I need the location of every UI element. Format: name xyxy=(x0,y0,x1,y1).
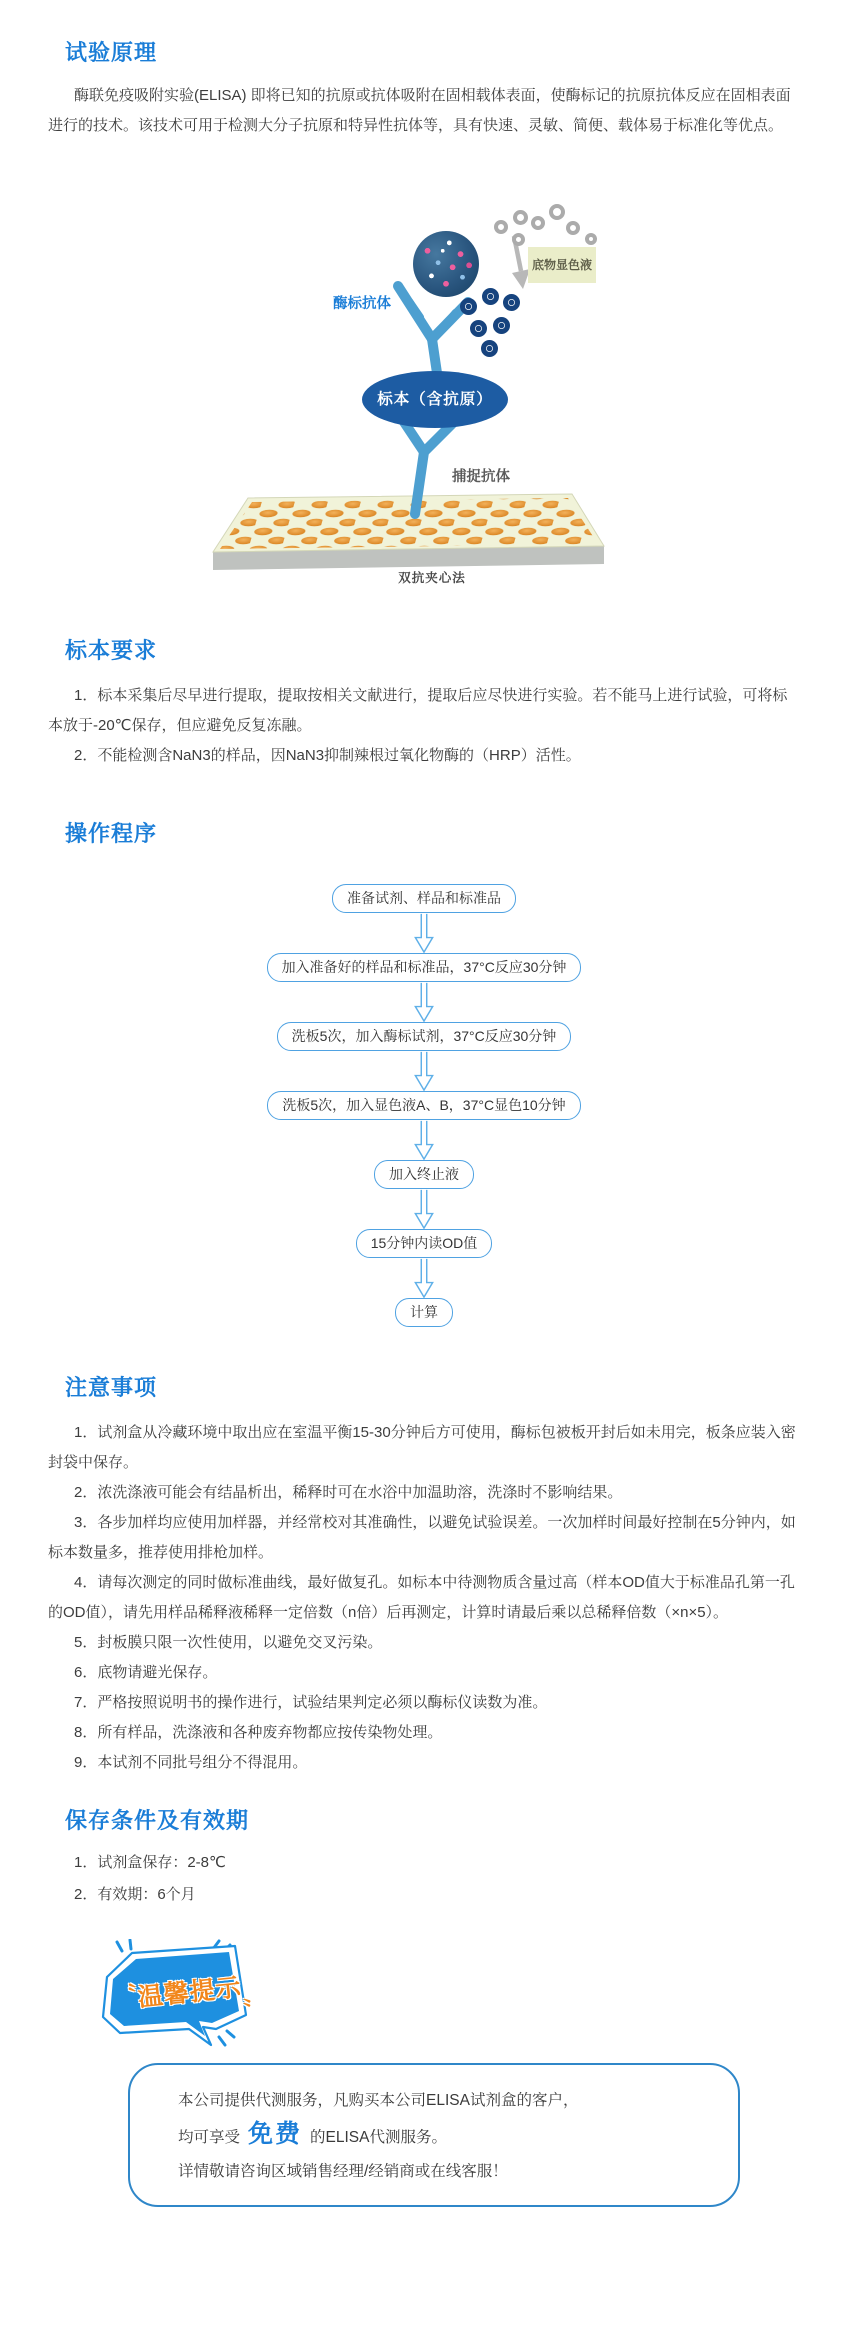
product-particle-icon xyxy=(493,317,510,334)
note-item: 7．严格按照说明书的操作进行，试验结果判定必须以酶标仪读数为准。 xyxy=(74,1694,548,1711)
storage-heading: 保存条件及有效期 xyxy=(65,1808,250,1833)
flow-arrow-down-icon xyxy=(413,1120,435,1160)
principle-paragraph: 酶联免疫吸附实验(ELISA) 即将已知的抗原或抗体吸附在固相载体表面，使酶标记的抗原抗体反应在固相表面进行的技术。该技术可用于检测大分子抗原和特异性抗体等，具有快速、灵敏、简便、载体易于标准化等优点。 xyxy=(48,87,791,134)
elisa-diagram xyxy=(0,149,864,594)
note-item: 5．封板膜只限一次性使用，以避免交叉污染。 xyxy=(74,1634,383,1651)
substrate-particle-icon xyxy=(494,220,508,234)
specimen-ellipse: 标本（含抗原） xyxy=(362,371,508,428)
flow-arrow-down-icon xyxy=(413,913,435,953)
enzyme-antibody-label: 酶标抗体 xyxy=(333,296,391,312)
flow-step: 加入终止液 xyxy=(374,1160,474,1189)
service-line-3: 详情敬请咨询区域销售经理/经销商或在线客服！ xyxy=(178,2163,508,2180)
flow-arrow-down-icon xyxy=(413,1258,435,1298)
note-item: 4．请每次测定的同时做标准曲线，最好做复孔。如标本中待测物质含量过高（样本OD值大于标准品孔第一孔的OD值），请先用样品稀释液稀释一定倍数（n倍）后再测定，计算时请最后乘以总稀释倍数（×n×5）。 xyxy=(48,1574,795,1621)
substrate-particle-icon xyxy=(585,233,597,245)
section-principle xyxy=(48,36,800,141)
note-item: 8．所有样品，洗涤液和各种废弃物都应按传染物处理。 xyxy=(74,1724,443,1741)
storage-item: 1．试剂盒保存：2-8℃ xyxy=(74,1854,226,1871)
substrate-particle-icon xyxy=(549,204,565,220)
product-particle-icon xyxy=(470,320,487,337)
flow-step: 15分钟内读OD值 xyxy=(356,1229,493,1258)
note-item: 1．试剂盒从冷藏环境中取出应在室温平衡15-30分钟后方可使用，酶标包被板开封后如未用完，板条应装入密封袋中保存。 xyxy=(48,1424,796,1471)
flow-step: 洗板5次，加入显色液A、B，37°C显色10分钟 xyxy=(267,1091,580,1120)
service-line-1: 本公司提供代测服务，凡购买本公司ELISA试剂盒的客户， xyxy=(178,2092,579,2109)
warm-tip-text: 温馨提示 xyxy=(136,1973,243,2013)
flow-arrow-down-icon xyxy=(413,982,435,1022)
quote-open: 〝 xyxy=(115,1983,139,2008)
flow-step: 准备试剂、样品和标准品 xyxy=(332,884,516,913)
section-notes xyxy=(48,1371,800,1778)
product-particle-icon xyxy=(481,340,498,357)
substrate-particle-icon xyxy=(531,216,545,230)
flow-arrow-down-icon xyxy=(413,1051,435,1091)
enzyme-sphere-icon xyxy=(413,231,479,297)
section-procedure xyxy=(48,817,800,1327)
flow-step: 洗板5次，加入酶标试剂，37°C反应30分钟 xyxy=(277,1022,572,1051)
flow-arrow-down-icon xyxy=(413,1189,435,1229)
flow-step: 计算 xyxy=(395,1298,453,1327)
flow-step: 加入准备好的样品和标准品，37°C反应30分钟 xyxy=(267,953,582,982)
procedure-heading: 操作程序 xyxy=(65,821,158,846)
product-particle-icon xyxy=(460,298,477,315)
specimen-item: 1．标本采集后尽早进行提取，提取按相关文献进行，提取后应尽快进行实验。若不能马上进行试验，可将标本放于-20℃保存，但应避免反复冻融。 xyxy=(48,687,788,734)
substrate-particle-icon xyxy=(566,221,580,235)
substrate-label: 底物显色液 xyxy=(528,247,596,283)
service-line-2-prefix: 均可享受 xyxy=(178,2129,241,2146)
note-item: 6．底物请避光保存。 xyxy=(74,1664,218,1681)
product-particle-icon xyxy=(482,288,499,305)
notes-heading: 注意事项 xyxy=(65,1375,158,1400)
free-highlight: 免费 xyxy=(248,2120,303,2148)
product-particle-icon xyxy=(503,294,520,311)
section-specimen xyxy=(48,634,800,771)
service-line-2 xyxy=(178,2116,702,2156)
substrate-particle-icon xyxy=(513,210,528,225)
procedure-flowchart xyxy=(48,884,800,1327)
service-line-2-suffix: 的ELISA代测服务。 xyxy=(310,2129,447,2146)
quote-close: 〟 xyxy=(241,1986,265,2011)
note-item: 9．本试剂不同批号组分不得混用。 xyxy=(74,1754,308,1771)
specimen-item: 2．不能检测含NaN3的样品，因NaN3抑制辣根过氧化物酶的（HRP）活性。 xyxy=(74,747,581,764)
enzyme-antibody-icon xyxy=(398,286,468,373)
storage-item: 2．有效期：6个月 xyxy=(74,1886,196,1903)
microplate-icon xyxy=(213,494,604,570)
warm-tip-badge xyxy=(95,1939,265,2051)
specimen-heading: 标本要求 xyxy=(65,638,158,663)
substrate-particle-icon xyxy=(512,233,525,246)
document-body xyxy=(0,36,864,2207)
capture-antibody-label: 捕捉抗体 xyxy=(452,469,510,485)
principle-heading: 试验原理 xyxy=(65,40,158,65)
note-item: 3．各步加样均应使用加样器，并经常校对其准确性，以避免试验误差。一次加样时间最好控制在5分钟内，如标本数量多，推荐使用排枪加样。 xyxy=(48,1514,796,1561)
note-item: 2．浓洗涤液可能会有结晶析出，稀释时可在水浴中加温助溶，洗涤时不影响结果。 xyxy=(74,1484,623,1501)
service-notice-box xyxy=(128,2063,740,2207)
diagram-caption: 双抗夹心法 xyxy=(398,571,466,585)
section-storage xyxy=(48,1804,800,1911)
